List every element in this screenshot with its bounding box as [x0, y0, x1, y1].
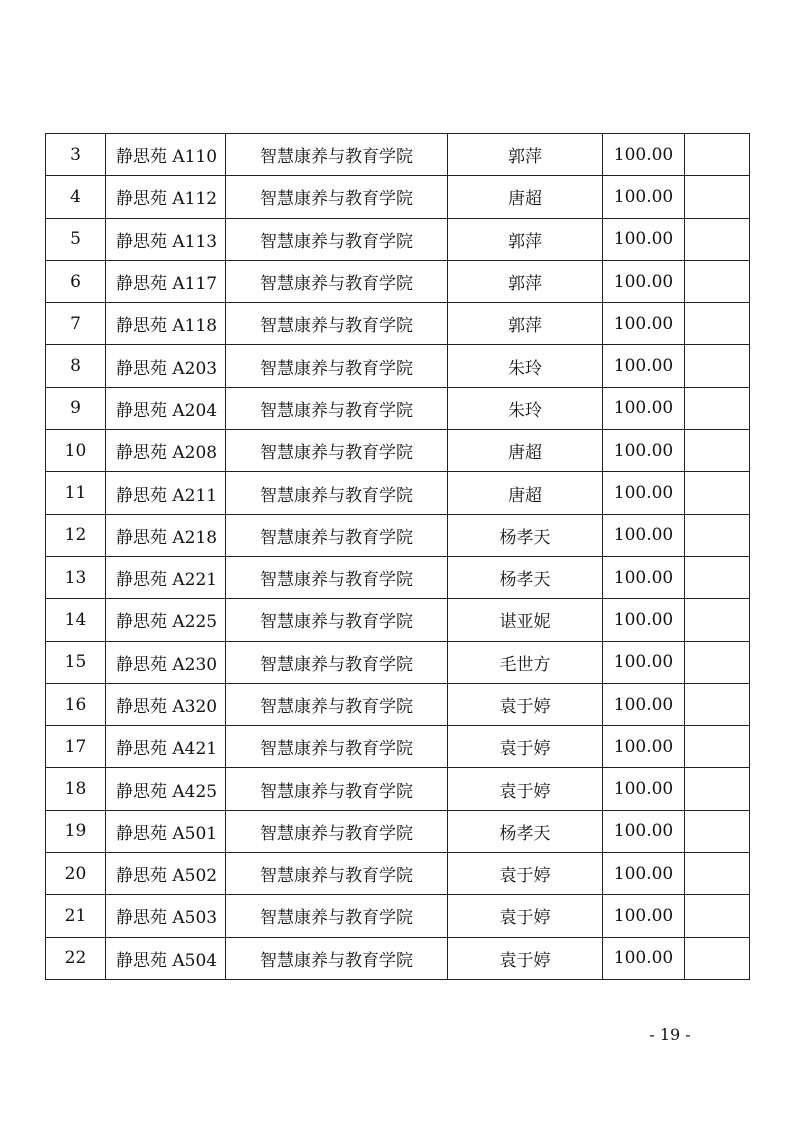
cell-remark: [685, 472, 750, 514]
cell-room: 静思苑 A113: [106, 218, 226, 260]
cell-number: 16: [46, 683, 106, 725]
cell-number: 18: [46, 768, 106, 810]
cell-remark: [685, 726, 750, 768]
cell-number: 9: [46, 387, 106, 429]
cell-person: 郭萍: [448, 134, 603, 176]
cell-number: 11: [46, 472, 106, 514]
cell-number: 19: [46, 810, 106, 852]
cell-score: 100.00: [603, 176, 685, 218]
cell-remark: [685, 937, 750, 979]
cell-remark: [685, 176, 750, 218]
cell-remark: [685, 810, 750, 852]
cell-college: 智慧康养与教育学院: [226, 599, 448, 641]
cell-college: 智慧康养与教育学院: [226, 726, 448, 768]
cell-score: 100.00: [603, 726, 685, 768]
table-row: [46, 853, 750, 895]
cell-remark: [685, 853, 750, 895]
cell-remark: [685, 260, 750, 302]
cell-person: 袁于婷: [448, 768, 603, 810]
cell-remark: [685, 303, 750, 345]
cell-number: 17: [46, 726, 106, 768]
cell-remark: [685, 345, 750, 387]
table-row: [46, 556, 750, 598]
cell-college: 智慧康养与教育学院: [226, 514, 448, 556]
cell-person: 杨孝天: [448, 556, 603, 598]
table-row: [46, 810, 750, 852]
cell-score: 100.00: [603, 260, 685, 302]
cell-score: 100.00: [603, 768, 685, 810]
cell-person: 袁于婷: [448, 726, 603, 768]
cell-score: 100.00: [603, 895, 685, 937]
cell-college: 智慧康养与教育学院: [226, 810, 448, 852]
cell-person: 郭萍: [448, 260, 603, 302]
cell-college: 智慧康养与教育学院: [226, 134, 448, 176]
cell-remark: [685, 683, 750, 725]
table-row: [46, 726, 750, 768]
cell-room: 静思苑 A204: [106, 387, 226, 429]
table-row: [46, 599, 750, 641]
cell-college: 智慧康养与教育学院: [226, 937, 448, 979]
cell-number: 6: [46, 260, 106, 302]
cell-person: 袁于婷: [448, 853, 603, 895]
cell-score: 100.00: [603, 430, 685, 472]
cell-college: 智慧康养与教育学院: [226, 641, 448, 683]
cell-score: 100.00: [603, 810, 685, 852]
cell-room: 静思苑 A230: [106, 641, 226, 683]
table-row: [46, 303, 750, 345]
cell-room: 静思苑 A118: [106, 303, 226, 345]
cell-number: 12: [46, 514, 106, 556]
cell-score: 100.00: [603, 853, 685, 895]
cell-number: 14: [46, 599, 106, 641]
cell-room: 静思苑 A218: [106, 514, 226, 556]
cell-person: 袁于婷: [448, 937, 603, 979]
cell-number: 5: [46, 218, 106, 260]
cell-room: 静思苑 A503: [106, 895, 226, 937]
cell-college: 智慧康养与教育学院: [226, 260, 448, 302]
cell-room: 静思苑 A112: [106, 176, 226, 218]
cell-room: 静思苑 A425: [106, 768, 226, 810]
dorm-score-table: [45, 133, 750, 980]
cell-number: 20: [46, 853, 106, 895]
cell-remark: [685, 514, 750, 556]
cell-person: 袁于婷: [448, 895, 603, 937]
cell-score: 100.00: [603, 937, 685, 979]
cell-remark: [685, 895, 750, 937]
table-row: [46, 472, 750, 514]
cell-remark: [685, 641, 750, 683]
cell-room: 静思苑 A203: [106, 345, 226, 387]
table-row: [46, 218, 750, 260]
cell-person: 朱玲: [448, 387, 603, 429]
cell-person: 毛世方: [448, 641, 603, 683]
cell-score: 100.00: [603, 683, 685, 725]
cell-score: 100.00: [603, 599, 685, 641]
table-row: [46, 768, 750, 810]
cell-number: 7: [46, 303, 106, 345]
cell-remark: [685, 768, 750, 810]
cell-college: 智慧康养与教育学院: [226, 853, 448, 895]
cell-score: 100.00: [603, 556, 685, 598]
cell-room: 静思苑 A501: [106, 810, 226, 852]
cell-person: 唐超: [448, 430, 603, 472]
cell-number: 8: [46, 345, 106, 387]
cell-number: 21: [46, 895, 106, 937]
cell-room: 静思苑 A221: [106, 556, 226, 598]
cell-remark: [685, 556, 750, 598]
table-row: [46, 430, 750, 472]
cell-college: 智慧康养与教育学院: [226, 345, 448, 387]
cell-room: 静思苑 A504: [106, 937, 226, 979]
cell-college: 智慧康养与教育学院: [226, 430, 448, 472]
cell-person: 杨孝天: [448, 514, 603, 556]
cell-number: 13: [46, 556, 106, 598]
table-row: [46, 937, 750, 979]
cell-score: 100.00: [603, 218, 685, 260]
cell-college: 智慧康养与教育学院: [226, 472, 448, 514]
table-body: [46, 134, 750, 980]
cell-person: 郭萍: [448, 218, 603, 260]
cell-college: 智慧康养与教育学院: [226, 895, 448, 937]
cell-score: 100.00: [603, 134, 685, 176]
cell-person: 袁于婷: [448, 683, 603, 725]
cell-number: 22: [46, 937, 106, 979]
cell-room: 静思苑 A110: [106, 134, 226, 176]
cell-number: 10: [46, 430, 106, 472]
cell-remark: [685, 134, 750, 176]
cell-college: 智慧康养与教育学院: [226, 218, 448, 260]
cell-person: 朱玲: [448, 345, 603, 387]
cell-person: 郭萍: [448, 303, 603, 345]
cell-score: 100.00: [603, 472, 685, 514]
table-row: [46, 683, 750, 725]
cell-room: 静思苑 A502: [106, 853, 226, 895]
cell-remark: [685, 430, 750, 472]
cell-score: 100.00: [603, 641, 685, 683]
table-row: [46, 895, 750, 937]
table-row: [46, 387, 750, 429]
cell-score: 100.00: [603, 345, 685, 387]
table-row: [46, 260, 750, 302]
cell-room: 静思苑 A320: [106, 683, 226, 725]
cell-person: 杨孝天: [448, 810, 603, 852]
cell-room: 静思苑 A117: [106, 260, 226, 302]
cell-room: 静思苑 A208: [106, 430, 226, 472]
cell-college: 智慧康养与教育学院: [226, 768, 448, 810]
table-row: [46, 345, 750, 387]
cell-person: 谌亚妮: [448, 599, 603, 641]
table-row: [46, 641, 750, 683]
table-row: [46, 176, 750, 218]
cell-college: 智慧康养与教育学院: [226, 556, 448, 598]
cell-college: 智慧康养与教育学院: [226, 303, 448, 345]
cell-remark: [685, 387, 750, 429]
cell-person: 唐超: [448, 176, 603, 218]
cell-remark: [685, 218, 750, 260]
table-row: [46, 514, 750, 556]
cell-college: 智慧康养与教育学院: [226, 176, 448, 218]
cell-college: 智慧康养与教育学院: [226, 387, 448, 429]
cell-room: 静思苑 A225: [106, 599, 226, 641]
cell-room: 静思苑 A421: [106, 726, 226, 768]
cell-score: 100.00: [603, 387, 685, 429]
cell-number: 15: [46, 641, 106, 683]
table-row: [46, 134, 750, 176]
cell-room: 静思苑 A211: [106, 472, 226, 514]
cell-person: 唐超: [448, 472, 603, 514]
cell-college: 智慧康养与教育学院: [226, 683, 448, 725]
cell-remark: [685, 599, 750, 641]
cell-score: 100.00: [603, 303, 685, 345]
cell-number: 4: [46, 176, 106, 218]
cell-number: 3: [46, 134, 106, 176]
cell-score: 100.00: [603, 514, 685, 556]
page-number: - 19 -: [649, 1025, 691, 1044]
